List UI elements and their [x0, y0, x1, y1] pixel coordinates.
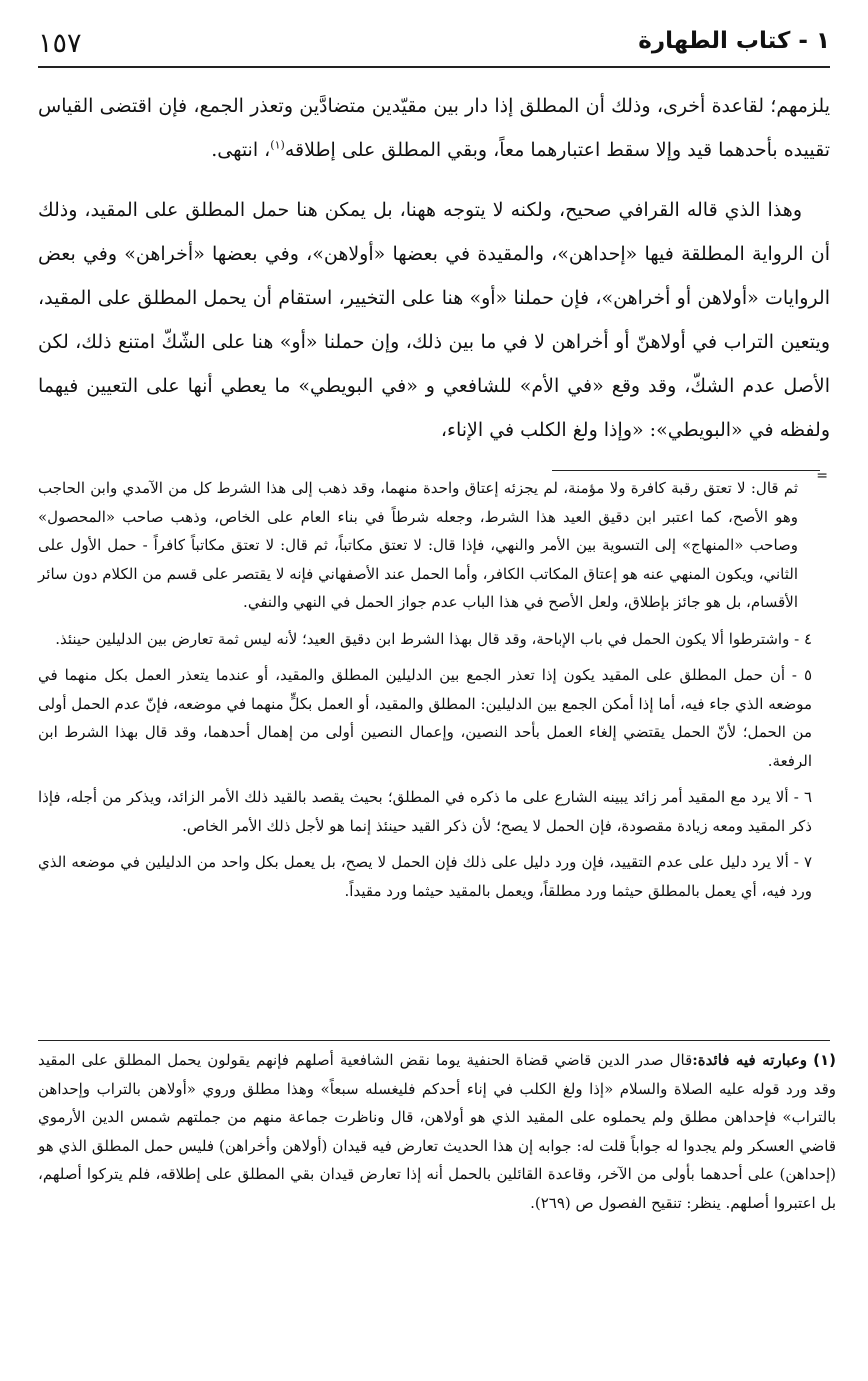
running-title: ١ - كتاب الطهارة	[638, 28, 830, 54]
footnotes	[38, 1046, 836, 1217]
note-item: ٧ - ألا يرد دليل على عدم التقييد، فإن ورد دليل على ذلك فإن الحمل لا يصح، بل يعمل بكل واحد من الدليلين في موضعه الذي ورد فيه، أي يعمل بالمطلق حيثما ورد مطلقاً، ويعمل بالمقيد حيثما ورد مقيداً.	[38, 853, 812, 900]
footnote-separator-rule	[38, 1040, 830, 1041]
footnote-reference: (١)	[270, 138, 285, 152]
continuation-mark: =	[816, 468, 828, 484]
page-number: ١٥٧	[38, 28, 82, 59]
footnote-text: قال صدر الدين قاضي قضاة الحنفية يوما نقض الشافعية أصلهم فإنهم يقولون يحمل المطلق على المقيد وقد ورد قوله عليه الصلاة والسلام «إذا ولغ الكلب في إناء أحدكم فليغسله سبعاً» وهذا مطلق وروي «أولاهن بالتراب وإحداهن بالتراب» فإحداهن مطلق ولم يحملوه على المقيد الذي هو أولاهن، قال وناظرت جماعة منهم من جملتهم شمس الدين الأرموي قاضي العسكر ولم يجدوا له جواباً قلت له: جوابه إن هذا الحديث تعارض فيه قيدان (أولاهن وأخراهن) فليس حمل المطلق الذي هو (إحداهن) على أحدهما بأولى من الآخر، وقاعدة القائلين بالحمل أنه إذا تعارض قيدان بقي المطلق على إطلاقه، فلم يتركوا أصلهم، بل اعتبروا أصلهم. ينظر: تنقيح الفصول ص (٢٦٩).	[38, 1051, 836, 1212]
note-item: ثم قال: لا تعتق رقبة كافرة ولا مؤمنة، لم يجزئه إعتاق واحدة منهما، وقد ذهب إلى هذا الشرط كل من الآمدي وابن الحاجب وهو الأصح، كما اعتبر ابن دقيق العيد هذا الشرط، وجعله شرطاً في بناء العام على الخاص، وذهب صاحب «المحصول» وصاحب «المنهاج» إلى التسوية بين الأمر والنهي، فإذا قال: لا تعتق مكاتباً، ثم قال: لا تعتق مكاتباً كافراً - حمل الأول على الثاني، ويكون المنهي عنه هو إعتاق المكاتب الكافر، وأما الحمل عند الأصفهاني فإنه لا يقتصر على قسم من الكلام دون سائر الأقسام، بل هو جائز بإطلاق، ولعل الأصح في هذا الباب عدم جواز الحمل في النهي والنفي.	[38, 479, 798, 611]
note-item: ٦ - ألا يرد مع المقيد أمر زائد يبينه الشارع على ما ذكره في المطلق؛ بحيث يقصد بالقيد ذلك الأمر الزائد، ويذكر من أجله، فإذا ذكر المقيد ومعه زيادة مقصودة، فإن الحمل لا يصح؛ لأن ذكر القيد حينئذ إنما هو لأجل ذلك الأمر الخاص.	[38, 788, 812, 835]
continued-notes	[38, 474, 812, 905]
paragraph-text: يلزمهم؛ لقاعدة أخرى، وذلك أن المطلق إذا دار بين مقيّدين متضادَّين وتعذر الجمع، فإن اقتضى القياس تقييده بأحدهما قيد وإلا سقط اعتبارهما معاً، وبقي المطلق على إطلاقه	[38, 95, 830, 161]
paragraph-text: وهذا الذي قاله القرافي صحيح، ولكنه لا يتوجه ههنا، بل يمكن هنا حمل المطلق على المقيد، وذلك أن الرواية المطلقة فيها «إحداهن»، والمقيدة في بعضها «أولاهن»، وفي بعضها «أخراهن» وفي بعض الروايات «أولاهن أو أخراهن»، فإن حملنا «أو» هنا على التخيير، استقام أن يحمل المطلق على المقيد، ويتعين التراب في أولاهنّ أو أخراهن لا في ما بين ذلك، وإن حملنا «أو» هنا على الشّكّ امتنع ذلك، لكن الأصل عدم الشكّ، وقد وقع «في الأم» للشافعي و «في البويطي» ما يعطي أنها على التعيين فيهما ولفظه في «البويطي»: «وإذا ولغ الكلب في الإناء،	[38, 199, 830, 441]
note-item: ٥ - أن حمل المطلق على المقيد يكون إذا تعذر الجمع بين الدليلين المطلق والمقيد، أو عندما يتعذر العمل بكل منهما في موضعه الذي جاء فيه، أما إذا أمكن الجمع بين الدليلين: المطلق والمقيد، أو العمل بكلٍّ منهما في موضعه، فإنّ عدم الحمل أولى من الحمل؛ لأنّ الحمل يقتضي إلغاء العمل بأحد النصين، وإعمال النصين أولى من إهمال أحدهما، وقد قال بهذا الشرط ابن الرفعة.	[38, 666, 812, 770]
main-paragraph	[38, 84, 830, 172]
note-item: ٤ - واشترطوا ألا يكون الحمل في باب الإباحة، وقد قال بهذا الشرط ابن دقيق العيد؛ لأنه ليس ثمة تعارض بين الدليلين حينئذ.	[55, 629, 812, 648]
page-header	[38, 22, 830, 68]
footnote	[38, 1046, 836, 1217]
paragraph-tail: ، انتهى.	[211, 139, 271, 161]
main-paragraph	[38, 188, 830, 452]
main-text	[38, 84, 830, 452]
footnote-lead: وعبارته فيه فائدة:	[692, 1051, 808, 1069]
footnote-number: (١)	[813, 1051, 836, 1069]
notes-separator-rule	[552, 470, 820, 471]
